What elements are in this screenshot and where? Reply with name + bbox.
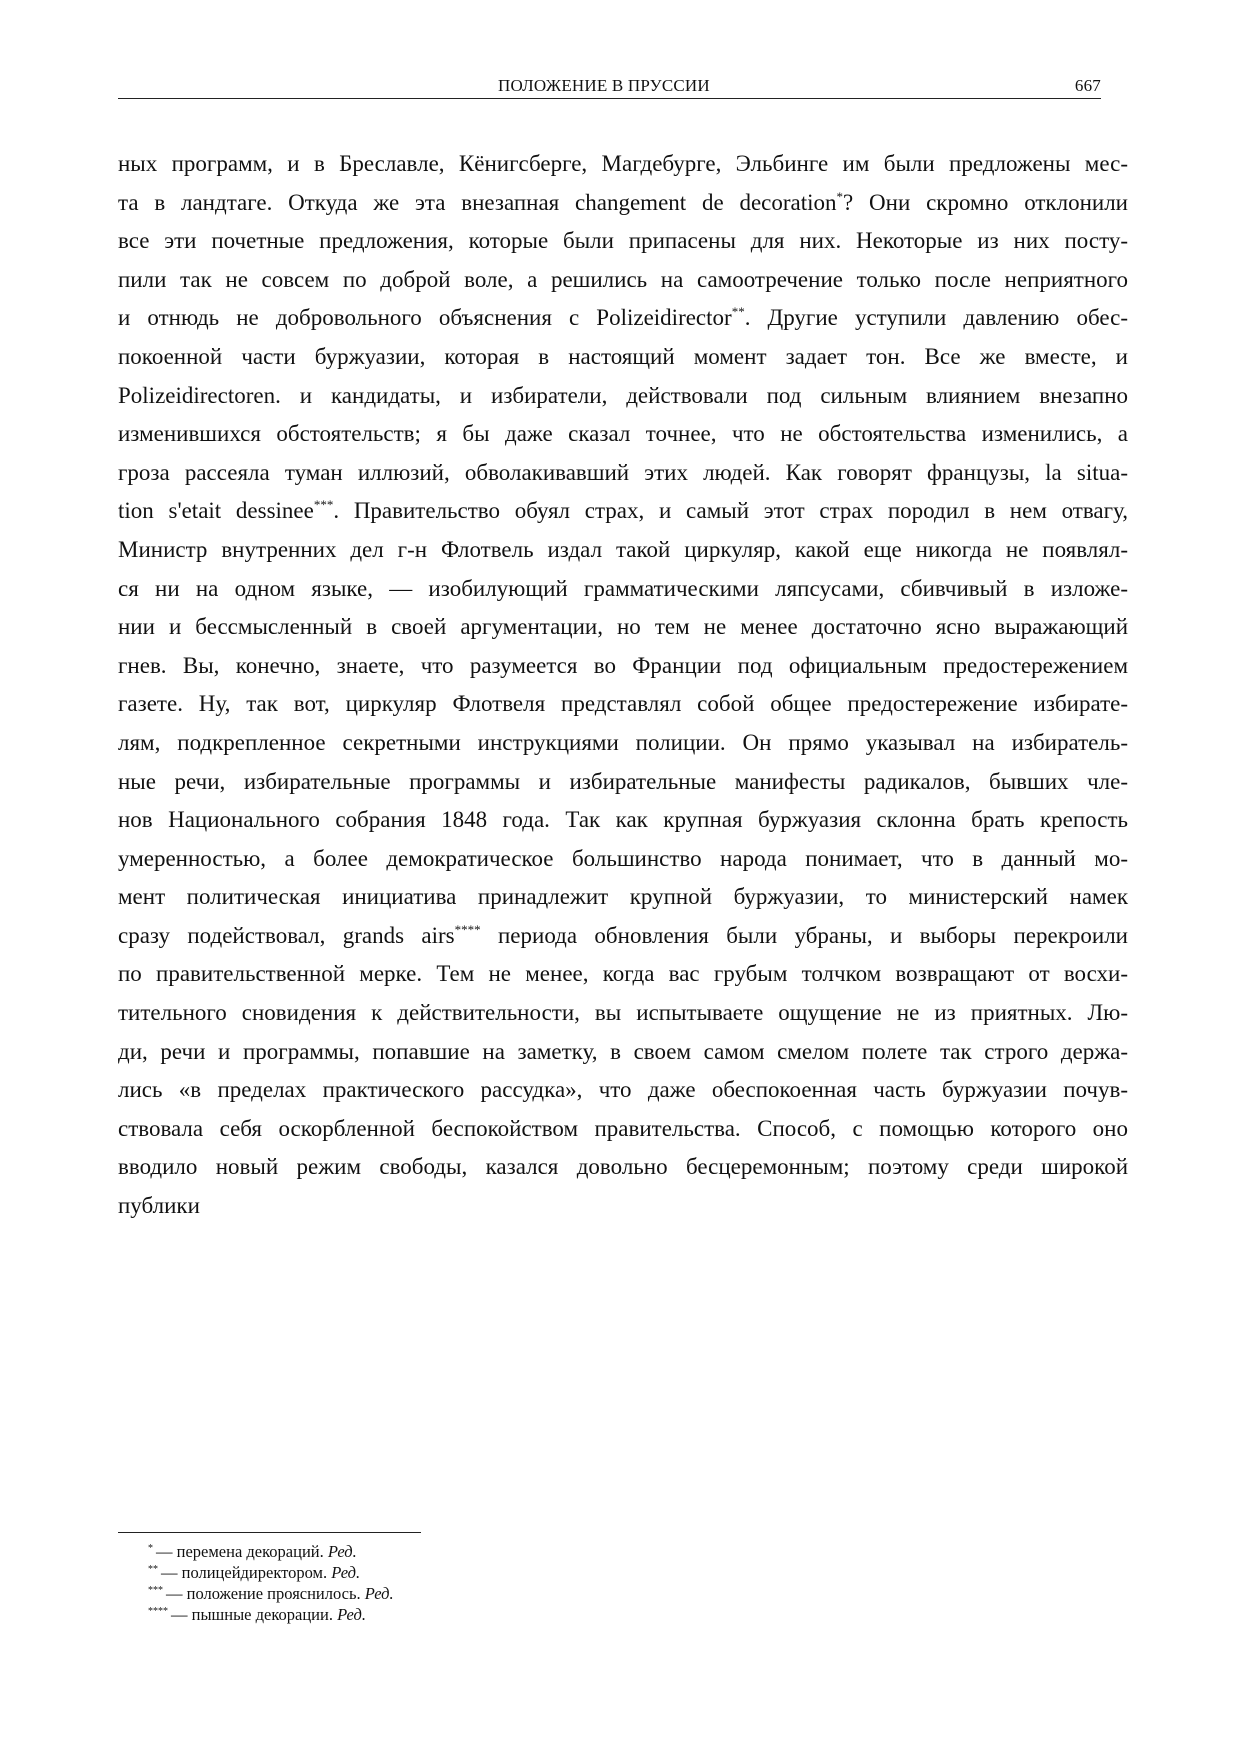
footnotes xyxy=(148,1541,394,1625)
footnote-text: — положение прояснилось. xyxy=(166,1584,365,1603)
text-line: нии и бессмысленный в своей аргументации, но тем не менее достаточно ясно выражающий xyxy=(118,614,1128,640)
text-line: гнев. Вы, конечно, знаете, что разумеется во Франции под официальным предостережением xyxy=(118,652,1128,678)
footnote xyxy=(148,1604,394,1625)
text-line xyxy=(118,184,1128,223)
text-segment: та в ландтаге. Откуда же эта внезапная changement de decoration xyxy=(118,189,837,215)
footnote-ref: *** xyxy=(313,497,334,513)
text-line: по правительственной мерке. Тем не менее, когда вас грубым толчком возвращают от восхи- xyxy=(118,961,1128,987)
footnote xyxy=(148,1562,394,1583)
text-line: все эти почетные предложения, которые были припасены для них. Некоторые из них посту- xyxy=(118,228,1128,254)
text-line: ных программ, и в Бреславле, Кёнигсберге, Магдебурге, Эльбинге им были предложены мес- xyxy=(118,151,1128,176)
footnote-mark: *** xyxy=(148,1585,163,1596)
editor-note: Ред. xyxy=(364,1584,394,1603)
text-segment: ? Они скромно отклонили xyxy=(843,189,1128,215)
footnote-ref: **** xyxy=(454,921,481,937)
running-header xyxy=(118,74,1101,99)
page-number: 667 xyxy=(1074,76,1101,95)
text-line xyxy=(118,917,1128,956)
text-line xyxy=(118,492,1128,531)
text-line: лям, подкрепленное секретными инструкциями полиции. Он прямо указывал на избиратель- xyxy=(118,729,1128,755)
footnote xyxy=(148,1541,394,1562)
text-line: ди, речи и программы, попавшие на заметку, в своем самом смелом полете так строго держа- xyxy=(118,1038,1128,1064)
text-line: ся ни на одном языке, — изобилующий грамматическими ляпсусами, сбивчивый в изложе- xyxy=(118,575,1128,601)
footnote-mark: * xyxy=(148,1543,153,1554)
editor-note: Ред. xyxy=(331,1563,361,1582)
footnote-ref: ** xyxy=(731,304,745,320)
text-line: мент политическая инициатива принадлежит крупной буржуазии, то министерский намек xyxy=(118,884,1128,910)
text-line: вводило новый режим свободы, казался довольно бесцеремонным; поэтому среди широкой xyxy=(118,1154,1128,1180)
text-segment: . Другие уступили давлению обес- xyxy=(744,305,1129,331)
text-segment: . Правительство обуял страх, и самый этот страх породил в нем отвагу, xyxy=(333,498,1128,524)
text-line: изменившихся обстоятельств; я бы даже сказал точнее, что не обстоятельства изменились, а xyxy=(118,421,1128,447)
text-segment: периода обновления были убраны, и выборы перекроили xyxy=(480,922,1128,948)
running-title: ПОЛОЖЕНИЕ В ПРУССИИ xyxy=(498,76,710,95)
text-line: умеренностью, а более демократическое большинство народа понимает, что в данный мо- xyxy=(118,845,1128,871)
text-line: нов Национального собрания 1848 года. Так как крупная буржуазия склонна брать крепость xyxy=(118,807,1128,833)
text-line: гроза рассеяла туман иллюзий, обволакивавший этих людей. Как говорят французы, la situa- xyxy=(118,459,1128,485)
text-line: тительного сновидения к действительности, вы испытываете ощущение не из приятных. Лю- xyxy=(118,1000,1128,1026)
text-line: публики xyxy=(118,1193,200,1219)
footnote-text: — перемена декораций. xyxy=(156,1542,328,1561)
editor-note: Ред. xyxy=(337,1605,366,1624)
text-line: пили так не совсем по доброй воле, а решились на самоотречение только после неприятного xyxy=(118,266,1128,292)
text-segment: сразу подействовал, grands airs xyxy=(118,922,455,948)
text-segment: и отнюдь не добровольного объяснения с Polizeidirector xyxy=(118,305,732,331)
text-line: Polizeidirectoren. и кандидаты, и избиратели, действовали под сильным влиянием внезапно xyxy=(118,382,1128,408)
text-line: ные речи, избирательные программы и избирательные манифесты радикалов, бывших чле- xyxy=(118,768,1128,794)
text-line: ствовала себя оскорбленной беспокойством правительства. Способ, с помощью которого оно xyxy=(118,1115,1128,1141)
footnote xyxy=(148,1583,394,1604)
footnote-mark: **** xyxy=(148,1606,168,1617)
editor-note: Ред. xyxy=(327,1542,357,1561)
text-line xyxy=(118,299,1128,338)
text-segment: tion s'etait dessinee xyxy=(118,498,314,524)
footnote-text: — полицейдиректором. xyxy=(161,1563,332,1582)
text-line: покоенной части буржуазии, которая в настоящий момент задает тон. Все же вместе, и xyxy=(118,343,1128,369)
footnote-mark: ** xyxy=(148,1564,158,1575)
footnote-ref: * xyxy=(836,188,844,204)
text-line: газете. Ну, так вот, циркуляр Флотвеля представлял собой общее предостережение избирате- xyxy=(118,691,1128,717)
footnote-divider xyxy=(118,1532,421,1533)
footnote-text: — пышные декорации. xyxy=(171,1605,338,1624)
text-line: Министр внутренних дел г-н Флотвель издал такой циркуляр, какой еще никогда не появлял- xyxy=(118,536,1128,562)
text-line: лись «в пределах практического рассудка», что даже обеспокоенная часть буржуазии почув- xyxy=(118,1077,1128,1103)
body-text xyxy=(118,145,1128,1226)
